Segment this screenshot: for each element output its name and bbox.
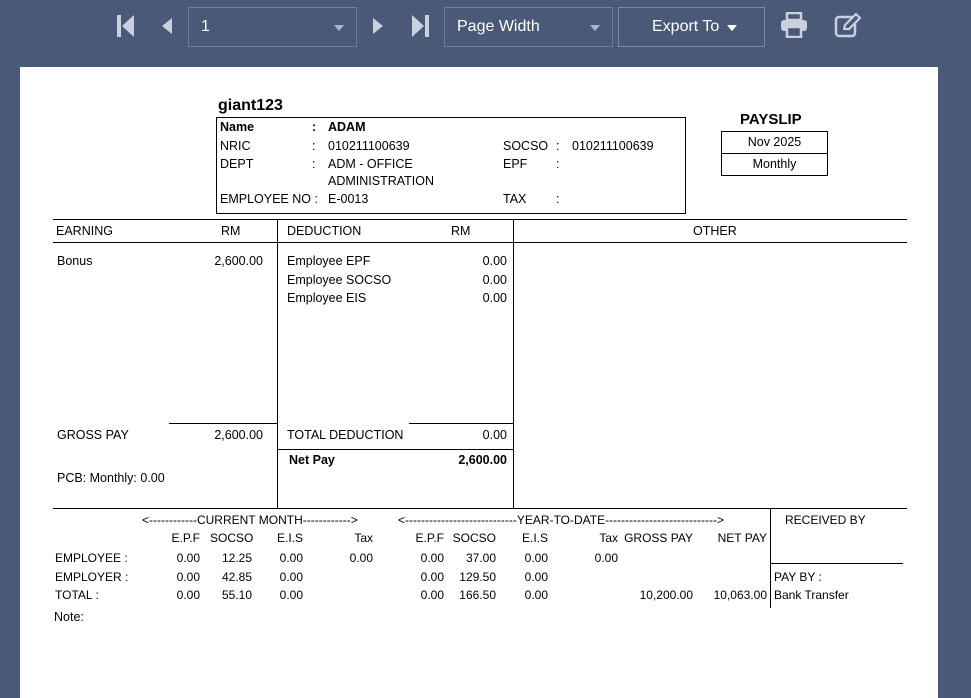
summary-cell: 0.00 (349, 551, 373, 565)
pay-by-label: PAY BY : (774, 570, 822, 584)
summary-top-border (53, 508, 907, 509)
last-page-icon[interactable] (410, 13, 430, 39)
signature-line (770, 563, 903, 564)
socso-label: SOCSO (503, 139, 549, 153)
dept-value-line2: ADMINISTRATION (328, 174, 435, 188)
socso-colon: : (556, 139, 560, 153)
deduction-item-amount: 0.00 (482, 291, 507, 305)
pcb-monthly: PCB: Monthly: 0.00 (57, 471, 165, 485)
name-value: ADAM (328, 120, 366, 134)
earning-header: EARNING (56, 224, 113, 238)
page-number-value: 1 (201, 18, 210, 35)
name-label: Name (220, 120, 255, 134)
summary-cell: 0.00 (279, 588, 303, 602)
page-number-input[interactable] (188, 7, 357, 47)
deduction-subtotal-line (409, 423, 513, 424)
dept-value-line1: ADM - OFFICE (328, 157, 413, 171)
nric-value: 010211100639 (328, 139, 410, 153)
report-toolbar (0, 0, 971, 60)
export-to-button[interactable] (618, 7, 765, 47)
export-to-label: Export To (652, 18, 720, 35)
ytd-header: <----------------------------YEAR-TO-DATE----------------------------> (398, 513, 725, 527)
summary-cell: 0.00 (594, 551, 618, 565)
summary-cell: 0.00 (420, 570, 444, 584)
col-net-pay: NET PAY (717, 531, 767, 545)
summary-cell: 129.50 (459, 570, 496, 584)
summary-cell: 0.00 (176, 570, 200, 584)
current-month-header: <------------CURRENT MONTH------------> (142, 513, 358, 527)
received-by-divider (770, 508, 771, 608)
summary-cell: 0.00 (420, 588, 444, 602)
summary-cell: 0.00 (524, 588, 548, 602)
earning-item-amount: 2,600.00 (214, 254, 263, 268)
tax-colon: : (556, 192, 560, 206)
zoom-value: Page Width (457, 18, 540, 35)
deduction-item-label: Employee EIS (287, 291, 367, 305)
deduction-item-amount: 0.00 (482, 273, 507, 287)
epf-label: EPF (503, 157, 528, 171)
summary-cell: 0.00 (524, 551, 548, 565)
summary-row-label: TOTAL : (55, 588, 99, 602)
summary-cell: 12.25 (221, 551, 252, 565)
previous-page-icon[interactable] (160, 17, 174, 35)
name-colon: : (312, 120, 317, 134)
table-header-border (53, 242, 907, 243)
total-gross-pay: 10,200.00 (639, 588, 693, 602)
dept-colon: : (312, 157, 316, 171)
deduction-item-label: Employee SOCSO (287, 273, 392, 287)
note-label: Note: (54, 610, 84, 624)
col-ytd-eis: E.I.S (521, 531, 548, 545)
period-value: Nov 2025 (747, 135, 802, 149)
received-by-label: RECEIVED BY (785, 513, 866, 527)
company-name: giant123 (218, 97, 283, 114)
edit-icon[interactable] (834, 12, 862, 38)
col-ytd-socso: SOCSO (452, 531, 496, 545)
col-cm-socso: SOCSO (210, 531, 254, 545)
zoom-select[interactable] (444, 7, 613, 47)
nric-colon: : (312, 139, 316, 153)
deduction-other-divider (513, 219, 514, 508)
tax-label: TAX (503, 192, 527, 206)
epf-colon: : (556, 157, 560, 171)
summary-cell: 0.00 (176, 588, 200, 602)
dept-label: DEPT (220, 157, 254, 171)
summary-row-label: EMPLOYER : (55, 570, 129, 584)
col-ytd-epf: E.P.F (415, 531, 444, 545)
total-net-pay: 10,063.00 (713, 588, 767, 602)
earning-deduction-divider (277, 219, 278, 508)
summary-cell: 0.00 (524, 570, 548, 584)
summary-cell: 37.00 (465, 551, 496, 565)
gross-pay-value: 2,600.00 (214, 428, 263, 442)
col-cm-epf: E.P.F (171, 531, 200, 545)
first-page-icon[interactable] (116, 13, 136, 39)
net-pay-line (277, 449, 513, 450)
nric-label: NRIC (220, 139, 251, 153)
deduction-item-amount: 0.00 (482, 254, 507, 268)
next-page-icon[interactable] (371, 17, 385, 35)
earning-rm-header: RM (221, 224, 241, 238)
payslip-document (20, 67, 938, 698)
deduction-item-label: Employee EPF (287, 254, 371, 268)
socso-value: 010211100639 (572, 139, 654, 153)
gross-pay-label: GROSS PAY (57, 428, 129, 442)
col-gross-pay: GROSS PAY (624, 531, 693, 545)
summary-cell: 0.00 (279, 551, 303, 565)
summary-cell: 166.50 (459, 588, 496, 602)
earning-subtotal-line (169, 423, 277, 424)
summary-row-label: EMPLOYEE : (55, 551, 128, 565)
total-deduction-value: 0.00 (482, 428, 507, 442)
summary-cell: 0.00 (420, 551, 444, 565)
other-header: OTHER (693, 224, 737, 238)
summary-cell: 0.00 (279, 570, 303, 584)
chevron-down-icon (334, 25, 344, 31)
pay-by-value: Bank Transfer (774, 588, 849, 602)
payslip-title: PAYSLIP (740, 111, 802, 128)
period-box (721, 131, 828, 154)
frequency-value: Monthly (752, 157, 797, 171)
table-top-border (53, 219, 907, 220)
summary-cell: 0.00 (176, 551, 200, 565)
total-deduction-label: TOTAL DEDUCTION (287, 428, 404, 442)
col-cm-eis: E.I.S (276, 531, 303, 545)
col-cm-tax: Tax (354, 531, 373, 545)
frequency-box (721, 153, 828, 176)
earning-item-label: Bonus (57, 254, 93, 268)
chevron-down-icon (727, 25, 737, 31)
chevron-down-icon (590, 25, 600, 31)
summary-cell: 42.85 (221, 570, 252, 584)
col-ytd-tax: Tax (599, 531, 618, 545)
employee-no-label: EMPLOYEE NO : (220, 192, 318, 206)
net-pay-label: Net Pay (289, 453, 335, 467)
print-icon[interactable] (780, 12, 808, 38)
net-pay-value: 2,600.00 (458, 453, 507, 467)
employee-no-value: E-0013 (328, 192, 369, 206)
deduction-rm-header: RM (451, 224, 471, 238)
summary-cell: 55.10 (221, 588, 252, 602)
deduction-header: DEDUCTION (287, 224, 362, 238)
